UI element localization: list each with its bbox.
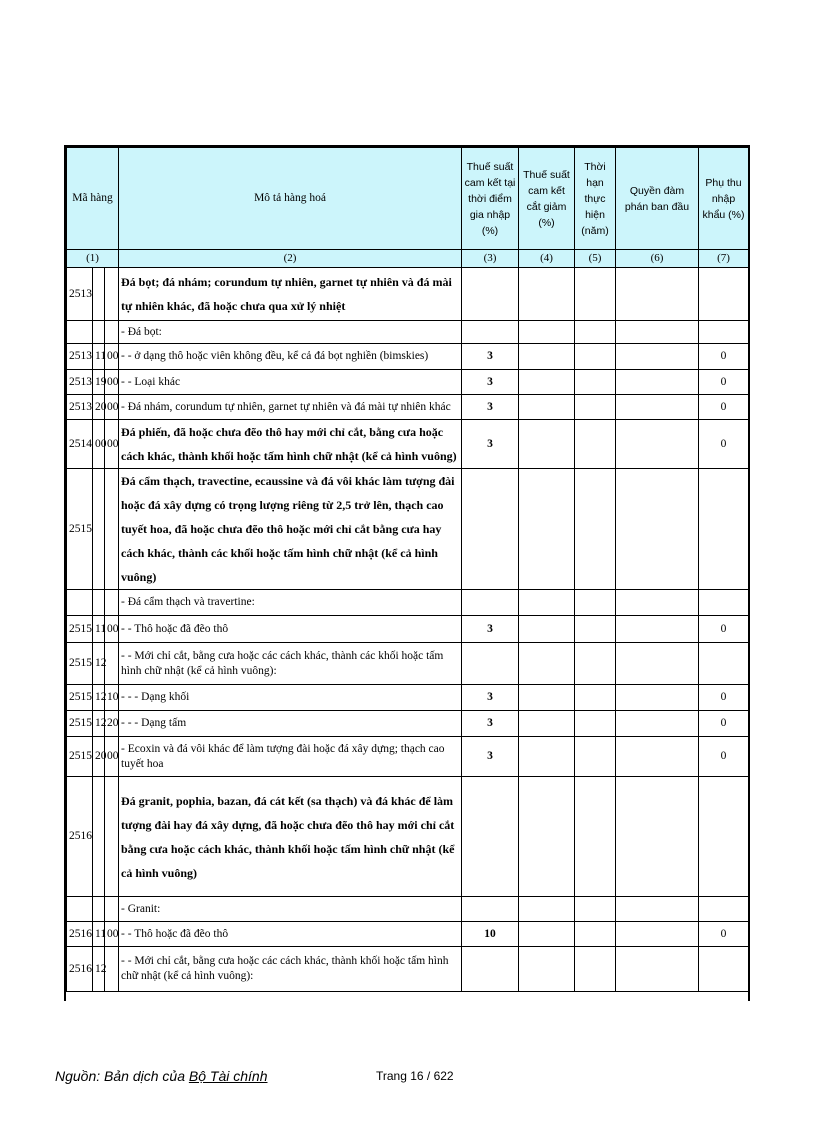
import-surcharge — [699, 777, 749, 897]
reduced-rate — [519, 268, 575, 321]
code-tariff-line — [105, 777, 119, 897]
header-ma-hang: Mã hàng — [67, 148, 119, 250]
reduced-rate — [519, 344, 575, 370]
code-subheading — [93, 897, 105, 922]
reduced-rate — [519, 897, 575, 922]
code-subheading: 20 — [93, 395, 105, 420]
committed-rate — [462, 897, 519, 922]
negotiating-rights — [616, 777, 699, 897]
col-number: (5) — [575, 250, 616, 268]
negotiating-rights — [616, 711, 699, 737]
description: Đá bọt; đá nhám; corundum tự nhiên, garnet tự nhiên và đá mài tự nhiên khác, đã hoặc chưa qua xử lý nhiệt — [119, 268, 462, 321]
code-subheading: 12 — [93, 711, 105, 737]
code-subheading — [93, 590, 105, 616]
table-row — [67, 616, 749, 643]
code-subheading: 12 — [93, 643, 105, 685]
code-heading: 2515 — [67, 643, 93, 685]
code-subheading: 00 — [93, 420, 105, 469]
column-number-row — [67, 250, 749, 268]
negotiating-rights — [616, 737, 699, 777]
negotiating-rights — [616, 947, 699, 992]
negotiating-rights — [616, 268, 699, 321]
code-subheading: 11 — [93, 616, 105, 643]
table-row — [67, 643, 749, 685]
implementation-period — [575, 616, 616, 643]
code-heading: 2514 — [67, 420, 93, 469]
negotiating-rights — [616, 370, 699, 395]
code-subheading — [93, 321, 105, 344]
reduced-rate — [519, 321, 575, 344]
reduced-rate — [519, 685, 575, 711]
code-tariff-line: 00 — [105, 922, 119, 947]
code-subheading: 12 — [93, 947, 105, 992]
committed-rate: 3 — [462, 616, 519, 643]
committed-rate — [462, 643, 519, 685]
committed-rate: 3 — [462, 711, 519, 737]
import-surcharge: 0 — [699, 685, 749, 711]
import-surcharge: 0 — [699, 344, 749, 370]
code-tariff-line: 00 — [105, 395, 119, 420]
reduced-rate — [519, 947, 575, 992]
table-row — [67, 344, 749, 370]
code-tariff-line — [105, 268, 119, 321]
description: - - - Dạng tấm — [119, 711, 462, 737]
table-row — [67, 370, 749, 395]
table-row — [67, 268, 749, 321]
implementation-period — [575, 590, 616, 616]
code-tariff-line — [105, 321, 119, 344]
code-heading: 2516 — [67, 947, 93, 992]
description: - - Mới chỉ cắt, bằng cưa hoặc các cách khác, thành các khối hoặc tấm hình chữ nhật (kể cả hình vuông): — [119, 643, 462, 685]
import-surcharge: 0 — [699, 711, 749, 737]
committed-rate — [462, 947, 519, 992]
table-row — [67, 737, 749, 777]
table-row — [67, 395, 749, 420]
description: - Ecoxin và đá vôi khác để làm tượng đài hoặc đá xây dựng; thạch cao tuyết hoa — [119, 737, 462, 777]
table-row — [67, 711, 749, 737]
committed-rate: 3 — [462, 344, 519, 370]
negotiating-rights — [616, 922, 699, 947]
code-heading: 2515 — [67, 737, 93, 777]
committed-rate — [462, 777, 519, 897]
table-row — [67, 897, 749, 922]
implementation-period — [575, 643, 616, 685]
import-surcharge — [699, 321, 749, 344]
import-surcharge — [699, 590, 749, 616]
import-surcharge — [699, 469, 749, 590]
committed-rate — [462, 321, 519, 344]
col-number: (1) — [67, 250, 119, 268]
import-surcharge — [699, 947, 749, 992]
implementation-period — [575, 777, 616, 897]
committed-rate: 3 — [462, 395, 519, 420]
code-heading — [67, 321, 93, 344]
code-heading — [67, 590, 93, 616]
reduced-rate — [519, 590, 575, 616]
reduced-rate — [519, 420, 575, 469]
description: Đá phiến, đã hoặc chưa đẽo thô hay mới chỉ cắt, bằng cưa hoặc cách khác, thành khối hoặc tấm hình chữ nhật (kể cả hình vuông) — [119, 420, 462, 469]
negotiating-rights — [616, 590, 699, 616]
code-subheading: 19 — [93, 370, 105, 395]
committed-rate — [462, 469, 519, 590]
description: - - - Dạng khối — [119, 685, 462, 711]
committed-rate: 3 — [462, 737, 519, 777]
code-heading: 2516 — [67, 922, 93, 947]
header-committed-rate: Thuế suất cam kết tại thời điểm gia nhập (%) — [462, 148, 519, 250]
header-row — [67, 148, 749, 250]
code-subheading — [93, 469, 105, 590]
implementation-period — [575, 344, 616, 370]
header-negotiating-rights: Quyền đàm phán ban đầu — [616, 148, 699, 250]
table-row — [67, 590, 749, 616]
import-surcharge — [699, 897, 749, 922]
implementation-period — [575, 711, 616, 737]
table-row — [67, 777, 749, 897]
implementation-period — [575, 922, 616, 947]
reduced-rate — [519, 395, 575, 420]
code-subheading: 20 — [93, 737, 105, 777]
import-surcharge: 0 — [699, 370, 749, 395]
code-heading: 2515 — [67, 711, 93, 737]
code-heading: 2513 — [67, 395, 93, 420]
reduced-rate — [519, 711, 575, 737]
implementation-period — [575, 685, 616, 711]
description: - Đá cẩm thạch và travertine: — [119, 590, 462, 616]
code-tariff-line: 00 — [105, 370, 119, 395]
committed-rate — [462, 590, 519, 616]
col-number: (4) — [519, 250, 575, 268]
description: - Đá nhám, corundum tự nhiên, garnet tự nhiên và đá mài tự nhiên khác — [119, 395, 462, 420]
committed-rate: 3 — [462, 420, 519, 469]
header-reduced-rate: Thuế suất cam kết cắt giảm (%) — [519, 148, 575, 250]
col-number: (3) — [462, 250, 519, 268]
committed-rate: 10 — [462, 922, 519, 947]
implementation-period — [575, 897, 616, 922]
table-row — [67, 947, 749, 992]
code-heading: 2516 — [67, 777, 93, 897]
implementation-period — [575, 420, 616, 469]
code-subheading — [93, 777, 105, 897]
description: - Đá bọt: — [119, 321, 462, 344]
code-tariff-line: 00 — [105, 616, 119, 643]
negotiating-rights — [616, 897, 699, 922]
implementation-period — [575, 370, 616, 395]
code-heading: 2513 — [67, 370, 93, 395]
code-subheading: 11 — [93, 344, 105, 370]
code-tariff-line: 10 — [105, 685, 119, 711]
description: Đá cẩm thạch, travectine, ecaussine và đá vôi khác làm tượng đài hoặc đá xây dựng có trọng lượng riêng từ 2,5 trở lên, thạch cao tuyết hoa, đã hoặc chưa đẽo thô hoặc mới chỉ cắt bằng cưa hay cách khác, thành các khối hoặc tấm hình chữ nhật (kể cả hình vuông) — [119, 469, 462, 590]
code-tariff-line — [105, 469, 119, 590]
footer-source-link[interactable]: Bộ Tài chính — [188, 1068, 268, 1084]
implementation-period — [575, 947, 616, 992]
code-subheading: 11 — [93, 922, 105, 947]
code-tariff-line: 00 — [105, 420, 119, 469]
description: - - Thô hoặc đã đẽo thô — [119, 616, 462, 643]
code-tariff-line: 20 — [105, 711, 119, 737]
negotiating-rights — [616, 616, 699, 643]
implementation-period — [575, 268, 616, 321]
implementation-period — [575, 321, 616, 344]
code-subheading — [93, 268, 105, 321]
code-tariff-line — [105, 590, 119, 616]
negotiating-rights — [616, 344, 699, 370]
col-number: (7) — [699, 250, 749, 268]
negotiating-rights — [616, 321, 699, 344]
description: Đá granit, pophia, bazan, đá cát kết (sa thạch) và đá khác để làm tượng đài hay đá xây dựng, đã hoặc chưa đẽo thô hay mới chỉ cắt bằng cưa hoặc cách khác, thành khối hoặc tấm hình chữ nhật (kể cả hình vuông) — [119, 777, 462, 897]
tariff-table — [66, 147, 749, 992]
negotiating-rights — [616, 685, 699, 711]
description: - - Mới chỉ cắt, bằng cưa hoặc các cách khác, thành khối hoặc tấm hình chữ nhật (kể cả hình vuông): — [119, 947, 462, 992]
import-surcharge: 0 — [699, 616, 749, 643]
footer-page-number: Trang 16 / 622 — [376, 1069, 454, 1083]
table-body — [67, 268, 749, 992]
description: - - Loại khác — [119, 370, 462, 395]
code-heading: 2515 — [67, 685, 93, 711]
code-heading: 2515 — [67, 469, 93, 590]
import-surcharge: 0 — [699, 922, 749, 947]
implementation-period — [575, 395, 616, 420]
reduced-rate — [519, 777, 575, 897]
description: - - ở dạng thô hoặc viên không đều, kể cả đá bọt nghiền (bimskies) — [119, 344, 462, 370]
committed-rate: 3 — [462, 370, 519, 395]
committed-rate — [462, 268, 519, 321]
reduced-rate — [519, 737, 575, 777]
implementation-period — [575, 737, 616, 777]
description: - Granit: — [119, 897, 462, 922]
code-tariff-line: 00 — [105, 737, 119, 777]
import-surcharge: 0 — [699, 395, 749, 420]
reduced-rate — [519, 616, 575, 643]
negotiating-rights — [616, 469, 699, 590]
table-row — [67, 922, 749, 947]
code-heading: 2513 — [67, 268, 93, 321]
implementation-period — [575, 469, 616, 590]
negotiating-rights — [616, 643, 699, 685]
code-heading: 2515 — [67, 616, 93, 643]
code-tariff-line: 00 — [105, 344, 119, 370]
import-surcharge — [699, 268, 749, 321]
footer-source — [55, 1068, 267, 1084]
import-surcharge — [699, 643, 749, 685]
code-heading — [67, 897, 93, 922]
import-surcharge: 0 — [699, 737, 749, 777]
code-tariff-line — [105, 897, 119, 922]
code-subheading: 12 — [93, 685, 105, 711]
col-number: (6) — [616, 250, 699, 268]
import-surcharge: 0 — [699, 420, 749, 469]
negotiating-rights — [616, 420, 699, 469]
committed-rate: 3 — [462, 685, 519, 711]
header-mo-ta: Mô tả hàng hoá — [119, 148, 462, 250]
table-row — [67, 469, 749, 590]
col-number: (2) — [119, 250, 462, 268]
header-implementation-period: Thời hạn thực hiện (năm) — [575, 148, 616, 250]
header-import-surcharge: Phụ thu nhập khẩu (%) — [699, 148, 749, 250]
reduced-rate — [519, 643, 575, 685]
reduced-rate — [519, 922, 575, 947]
table-row — [67, 685, 749, 711]
negotiating-rights — [616, 395, 699, 420]
table-row — [67, 420, 749, 469]
code-heading: 2513 — [67, 344, 93, 370]
footer-source-prefix: Nguồn: Bản dịch của — [55, 1068, 189, 1084]
table-row — [67, 321, 749, 344]
reduced-rate — [519, 370, 575, 395]
reduced-rate — [519, 469, 575, 590]
description: - - Thô hoặc đã đẽo thô — [119, 922, 462, 947]
